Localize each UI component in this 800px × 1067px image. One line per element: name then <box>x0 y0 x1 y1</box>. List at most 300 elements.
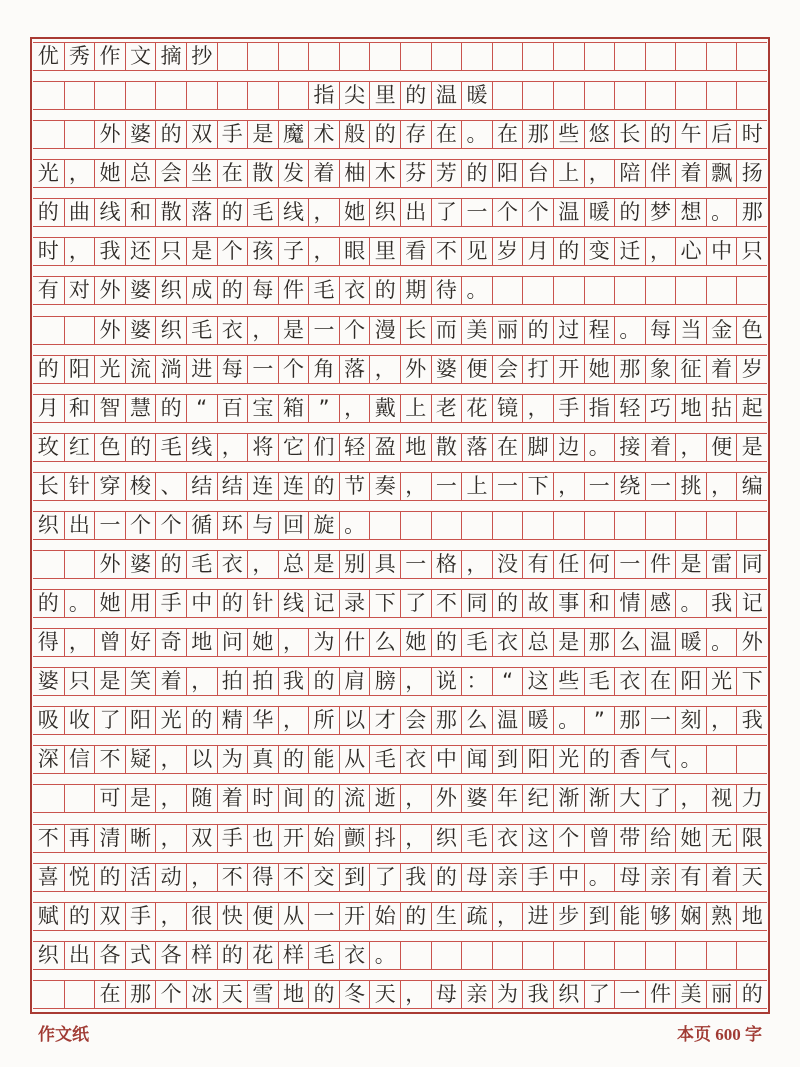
grid-cell: 香 <box>614 746 645 773</box>
grid-row <box>33 902 767 931</box>
grid-row <box>33 316 767 345</box>
grid-cell <box>736 942 767 969</box>
grid-cell <box>522 43 553 70</box>
grid-cell: 一 <box>645 707 676 734</box>
grid-cell: 的 <box>645 121 676 148</box>
grid-cell: 我 <box>94 238 125 265</box>
grid-cell: 接 <box>614 434 645 461</box>
grid-cell: 毛 <box>186 551 217 578</box>
grid-cell: ， <box>522 395 553 422</box>
grid-cell: 。 <box>706 629 737 656</box>
grid-cell <box>369 512 400 539</box>
grid-cell: 冰 <box>186 981 217 1008</box>
grid-cell: 这 <box>522 668 553 695</box>
grid-cell: 流 <box>125 356 156 383</box>
grid-cell: 的 <box>217 199 248 226</box>
grid-cell <box>431 43 462 70</box>
grid-cell: 下 <box>522 473 553 500</box>
grid-cell: 天 <box>736 864 767 891</box>
grid-cell <box>522 277 553 304</box>
grid-cell: 晰 <box>125 825 156 852</box>
grid-cell: 尖 <box>339 82 370 109</box>
grid-cell: 所 <box>308 707 339 734</box>
grid-cell: 喜 <box>37 864 59 889</box>
grid-cell: 时 <box>37 239 59 264</box>
grid-cell: 。 <box>675 746 706 773</box>
grid-cell: 起 <box>736 395 767 422</box>
grid-cell: 着 <box>645 434 676 461</box>
grid-cell: ， <box>186 668 217 695</box>
grid-cell: 巧 <box>645 395 676 422</box>
grid-cell: 眼 <box>339 238 370 265</box>
grid-cell: ， <box>400 981 431 1008</box>
grid-cell <box>645 942 676 969</box>
grid-cell <box>706 512 737 539</box>
grid-cell: 玫 <box>37 434 59 459</box>
grid-cell: 个 <box>492 199 523 226</box>
grid-cell: 手 <box>155 590 186 617</box>
grid-cell <box>584 82 615 109</box>
grid-cell: ， <box>278 629 309 656</box>
grid-row <box>33 42 767 71</box>
grid-cell: 吸 <box>37 708 59 733</box>
grid-cell: ， <box>645 238 676 265</box>
grid-cell: 我 <box>278 668 309 695</box>
grid-cell: 一 <box>247 356 278 383</box>
grid-cell: 将 <box>247 434 278 461</box>
grid-cell: 亲 <box>461 981 492 1008</box>
grid-cell: 式 <box>125 942 156 969</box>
grid-cell: 开 <box>278 825 309 852</box>
grid-cell: 芬 <box>400 160 431 187</box>
grid-cell: 编 <box>736 473 767 500</box>
grid-cell: 。 <box>675 590 706 617</box>
grid-cell: 在 <box>492 434 523 461</box>
grid-cell: 芳 <box>431 160 462 187</box>
grid-cell: 的 <box>37 591 59 616</box>
grid-cell: 以 <box>339 707 370 734</box>
grid-cell: 织 <box>369 199 400 226</box>
grid-cell: 熟 <box>706 903 737 930</box>
grid-cell: 渐 <box>584 785 615 812</box>
grid-cell: 生 <box>431 903 462 930</box>
grid-cell: 没 <box>492 551 523 578</box>
grid-cell: 长 <box>400 317 431 344</box>
grid-cell: 。 <box>553 707 584 734</box>
grid-cell: 闻 <box>461 746 492 773</box>
grid-cell: 大 <box>614 785 645 812</box>
grid-cell: ， <box>492 903 523 930</box>
grid-cell: 箱 <box>278 395 309 422</box>
grid-cell <box>431 512 462 539</box>
grid-cell: 么 <box>461 707 492 734</box>
grid-cell: 下 <box>369 590 400 617</box>
grid-sheet <box>30 37 770 1014</box>
grid-cell: 边 <box>553 434 584 461</box>
grid-cell: 针 <box>247 590 278 617</box>
grid-cell: 婆 <box>461 785 492 812</box>
grid-cell: 为 <box>492 981 523 1008</box>
grid-cell: 清 <box>94 825 125 852</box>
grid-cell: 。 <box>706 199 737 226</box>
grid-cell: 想 <box>675 199 706 226</box>
grid-cell: 毛 <box>155 434 186 461</box>
grid-cell: 长 <box>37 473 59 498</box>
grid-cell: 成 <box>186 277 217 304</box>
grid-row <box>33 784 767 813</box>
grid-cell: 她 <box>675 825 706 852</box>
grid-cell: ， <box>308 238 339 265</box>
grid-cell <box>614 82 645 109</box>
grid-cell: 膀 <box>369 668 400 695</box>
grid-cell: 婆 <box>125 317 156 344</box>
grid-cell: 的 <box>492 590 523 617</box>
grid-cell: 。 <box>64 590 95 617</box>
grid-cell <box>614 942 645 969</box>
grid-cell: 悠 <box>584 121 615 148</box>
grid-cell: 那 <box>614 356 645 383</box>
grid-cell: 总 <box>278 551 309 578</box>
grid-cell: 衣 <box>339 277 370 304</box>
grid-row <box>33 667 767 696</box>
grid-cell: 间 <box>278 785 309 812</box>
grid-cell: 漫 <box>369 317 400 344</box>
grid-cell: 会 <box>155 160 186 187</box>
grid-cell: 会 <box>492 356 523 383</box>
grid-cell <box>64 121 95 148</box>
grid-cell: 织 <box>553 981 584 1008</box>
grid-cell: 线 <box>278 590 309 617</box>
grid-cell: 变 <box>584 238 615 265</box>
grid-cell: 有 <box>37 278 59 303</box>
grid-cell <box>614 277 645 304</box>
grid-cell: ， <box>64 629 95 656</box>
grid-cell: 这 <box>522 825 553 852</box>
grid-cell: ， <box>64 238 95 265</box>
grid-cell: ” <box>308 395 339 422</box>
grid-cell: ， <box>553 473 584 500</box>
grid-cell <box>675 277 706 304</box>
grid-cell: 她 <box>94 160 125 187</box>
grid-cell: ： <box>461 668 492 695</box>
grid-cell: 拍 <box>247 668 278 695</box>
grid-cell: 绕 <box>614 473 645 500</box>
grid-cell: 什 <box>339 629 370 656</box>
grid-cell: 中 <box>431 746 462 773</box>
grid-cell: 限 <box>736 825 767 852</box>
grid-cell: 有 <box>675 864 706 891</box>
grid-cell: 优 <box>37 44 59 68</box>
grid-cell: 的 <box>431 629 462 656</box>
grid-cell: 外 <box>94 277 125 304</box>
grid-cell: 的 <box>217 277 248 304</box>
grid-cell <box>706 277 737 304</box>
grid-cell: ， <box>186 864 217 891</box>
grid-cell: 落 <box>461 434 492 461</box>
grid-row <box>33 550 767 579</box>
grid-cell: 线 <box>278 199 309 226</box>
grid-cell: 的 <box>155 395 186 422</box>
grid-cell: 光 <box>553 746 584 773</box>
grid-row <box>33 589 767 618</box>
grid-cell: 丽 <box>706 981 737 1008</box>
grid-cell: 阳 <box>522 746 553 773</box>
grid-cell <box>339 43 370 70</box>
grid-cell <box>492 942 523 969</box>
grid-cell: 织 <box>37 512 59 537</box>
grid-cell <box>278 43 309 70</box>
grid-cell: 她 <box>247 629 278 656</box>
grid-cell <box>64 551 95 578</box>
grid-cell: 毛 <box>369 746 400 773</box>
grid-cell <box>706 82 737 109</box>
grid-cell: 我 <box>706 590 737 617</box>
grid-cell: 一 <box>308 317 339 344</box>
grid-cell: 镜 <box>492 395 523 422</box>
grid-cell: 下 <box>736 668 767 695</box>
grid-cell: 打 <box>522 356 553 383</box>
grid-cell: 文 <box>125 43 156 70</box>
grid-cell: 柚 <box>339 160 370 187</box>
grid-cell: 收 <box>64 707 95 734</box>
grid-cell: 情 <box>614 590 645 617</box>
grid-cell: 到 <box>584 903 615 930</box>
grid-cell: 感 <box>645 590 676 617</box>
grid-cell: 的 <box>614 199 645 226</box>
grid-cell: ， <box>675 785 706 812</box>
grid-cell <box>584 942 615 969</box>
grid-cell <box>94 82 125 109</box>
grid-cell: 的 <box>522 317 553 344</box>
grid-cell: 外 <box>736 629 767 656</box>
grid-cell: 我 <box>400 864 431 891</box>
grid-cell: 台 <box>522 160 553 187</box>
grid-cell <box>706 942 737 969</box>
grid-cell: 。 <box>614 317 645 344</box>
grid-cell: 着 <box>155 668 186 695</box>
grid-cell: 逝 <box>369 785 400 812</box>
grid-cell: 曲 <box>64 199 95 226</box>
grid-cell: 轻 <box>614 395 645 422</box>
grid-cell: 的 <box>217 942 248 969</box>
grid-row <box>33 276 767 305</box>
grid-cell: 织 <box>431 825 462 852</box>
grid-cell: ， <box>706 473 737 500</box>
grid-cell: 温 <box>553 199 584 226</box>
grid-cell: 一 <box>614 981 645 1008</box>
grid-cell <box>186 82 217 109</box>
grid-cell: 在 <box>94 981 125 1008</box>
grid-cell: ， <box>155 785 186 812</box>
grid-cell: 带 <box>614 825 645 852</box>
grid-cell: 那 <box>431 707 462 734</box>
grid-cell: 线 <box>94 199 125 226</box>
grid-cell: 慧 <box>125 395 156 422</box>
grid-cell: 阳 <box>675 668 706 695</box>
grid-cell: 双 <box>94 903 125 930</box>
grid-cell: 过 <box>553 317 584 344</box>
grid-row <box>33 824 767 853</box>
grid-cell: 各 <box>94 942 125 969</box>
grid-cell: 在 <box>645 668 676 695</box>
grid-cell <box>33 317 64 344</box>
grid-cell: 上 <box>461 473 492 500</box>
grid-cell: 落 <box>186 199 217 226</box>
grid-cell: 而 <box>431 317 462 344</box>
grid-cell: 术 <box>308 121 339 148</box>
grid-cell: 件 <box>645 981 676 1008</box>
grid-cell <box>400 512 431 539</box>
grid-cell: 和 <box>584 590 615 617</box>
grid-cell: 气 <box>645 746 676 773</box>
grid-cell: 颤 <box>339 825 370 852</box>
grid-cell: 婆 <box>125 121 156 148</box>
grid-cell: 发 <box>278 160 309 187</box>
grid-cell: 色 <box>94 434 125 461</box>
grid-cell: 的 <box>308 473 339 500</box>
grid-cell <box>553 942 584 969</box>
grid-cell: 能 <box>614 903 645 930</box>
grid-cell: 节 <box>339 473 370 500</box>
grid-cell: 长 <box>614 121 645 148</box>
grid-cell: 还 <box>125 238 156 265</box>
grid-cell: 婆 <box>125 551 156 578</box>
grid-cell: 手 <box>217 825 248 852</box>
grid-cell: 孩 <box>247 238 278 265</box>
grid-cell: 才 <box>369 707 400 734</box>
grid-cell: 期 <box>400 277 431 304</box>
grid-cell: 木 <box>369 160 400 187</box>
grid-cell: 的 <box>553 238 584 265</box>
grid-cell: 我 <box>736 707 767 734</box>
grid-cell: 每 <box>645 317 676 344</box>
grid-cell: 她 <box>339 199 370 226</box>
grid-cell: 疑 <box>125 746 156 773</box>
grid-cell <box>736 746 767 773</box>
grid-cell: 些 <box>553 121 584 148</box>
grid-cell: 一 <box>461 199 492 226</box>
grid-cell: 同 <box>461 590 492 617</box>
grid-cell: ， <box>308 199 339 226</box>
grid-cell <box>614 512 645 539</box>
grid-cell: 、 <box>155 473 186 500</box>
grid-cell: 存 <box>400 121 431 148</box>
grid-cell: 时 <box>247 785 278 812</box>
grid-cell: 中 <box>706 238 737 265</box>
grid-cell: 有 <box>522 551 553 578</box>
grid-cell: 着 <box>706 864 737 891</box>
grid-cell: ， <box>155 746 186 773</box>
grid-cell: 只 <box>736 238 767 265</box>
grid-cell: 指 <box>308 82 339 109</box>
grid-cell: 婆 <box>431 356 462 383</box>
grid-cell: 阳 <box>64 356 95 383</box>
grid-cell: 个 <box>217 238 248 265</box>
grid-cell: 始 <box>308 825 339 852</box>
grid-row <box>33 706 767 735</box>
grid-cell <box>64 317 95 344</box>
grid-cell: 渐 <box>553 785 584 812</box>
grid-cell: 月 <box>37 395 59 420</box>
grid-cell: 光 <box>94 356 125 383</box>
grid-cell: 一 <box>308 903 339 930</box>
grid-cell: 的 <box>217 590 248 617</box>
grid-cell: ， <box>400 668 431 695</box>
grid-cell: 美 <box>675 981 706 1008</box>
grid-cell <box>736 512 767 539</box>
grid-cell: 快 <box>217 903 248 930</box>
grid-cell: 的 <box>461 160 492 187</box>
grid-cell: 在 <box>431 121 462 148</box>
grid-cell: 中 <box>186 590 217 617</box>
grid-cell <box>247 82 278 109</box>
grid-row <box>33 159 767 188</box>
grid-cell: 笑 <box>125 668 156 695</box>
grid-cell: 得 <box>247 864 278 891</box>
grid-cell: 她 <box>584 356 615 383</box>
grid-cell: ， <box>155 903 186 930</box>
grid-cell: 不 <box>278 864 309 891</box>
grid-cell: ， <box>155 825 186 852</box>
grid-cell: 是 <box>553 629 584 656</box>
grid-cell: 们 <box>308 434 339 461</box>
grid-cell <box>217 82 248 109</box>
grid-cell: 赋 <box>37 903 59 928</box>
grid-cell: 一 <box>492 473 523 500</box>
grid-cell: 年 <box>492 785 523 812</box>
grid-cell: 无 <box>706 825 737 852</box>
grid-cell: 着 <box>217 785 248 812</box>
grid-cell: 能 <box>308 746 339 773</box>
grid-cell: 外 <box>431 785 462 812</box>
grid-cell: 的 <box>155 121 186 148</box>
grid-cell: 进 <box>522 903 553 930</box>
grid-cell: 温 <box>431 82 462 109</box>
grid-cell: 了 <box>431 199 462 226</box>
grid-cell: 暖 <box>522 707 553 734</box>
grid-row <box>33 745 767 774</box>
grid-cell: 婆 <box>37 669 59 694</box>
grid-row <box>33 511 767 540</box>
grid-cell: ， <box>400 825 431 852</box>
grid-cell <box>492 43 523 70</box>
grid-cell: 始 <box>369 903 400 930</box>
grid-cell: 外 <box>94 551 125 578</box>
grid-cell <box>522 512 553 539</box>
grid-cell: 结 <box>186 473 217 500</box>
grid-cell <box>64 981 95 1008</box>
grid-cell: 出 <box>400 199 431 226</box>
grid-cell <box>247 43 278 70</box>
grid-row <box>33 433 767 462</box>
grid-cell: 角 <box>308 356 339 383</box>
grid-cell: 够 <box>645 903 676 930</box>
grid-cell: 毛 <box>308 942 339 969</box>
grid-cell: 智 <box>94 395 125 422</box>
grid-cell: 便 <box>461 356 492 383</box>
grid-cell: 个 <box>125 512 156 539</box>
grid-cell: 是 <box>125 785 156 812</box>
grid-cell <box>645 43 676 70</box>
grid-cell: 视 <box>706 785 737 812</box>
grid-cell <box>522 942 553 969</box>
grid-cell: 每 <box>217 356 248 383</box>
grid-cell: 手 <box>553 395 584 422</box>
grid-cell <box>614 43 645 70</box>
grid-cell: 为 <box>217 746 248 773</box>
grid-cell: 毛 <box>461 825 492 852</box>
grid-cell: 它 <box>278 434 309 461</box>
